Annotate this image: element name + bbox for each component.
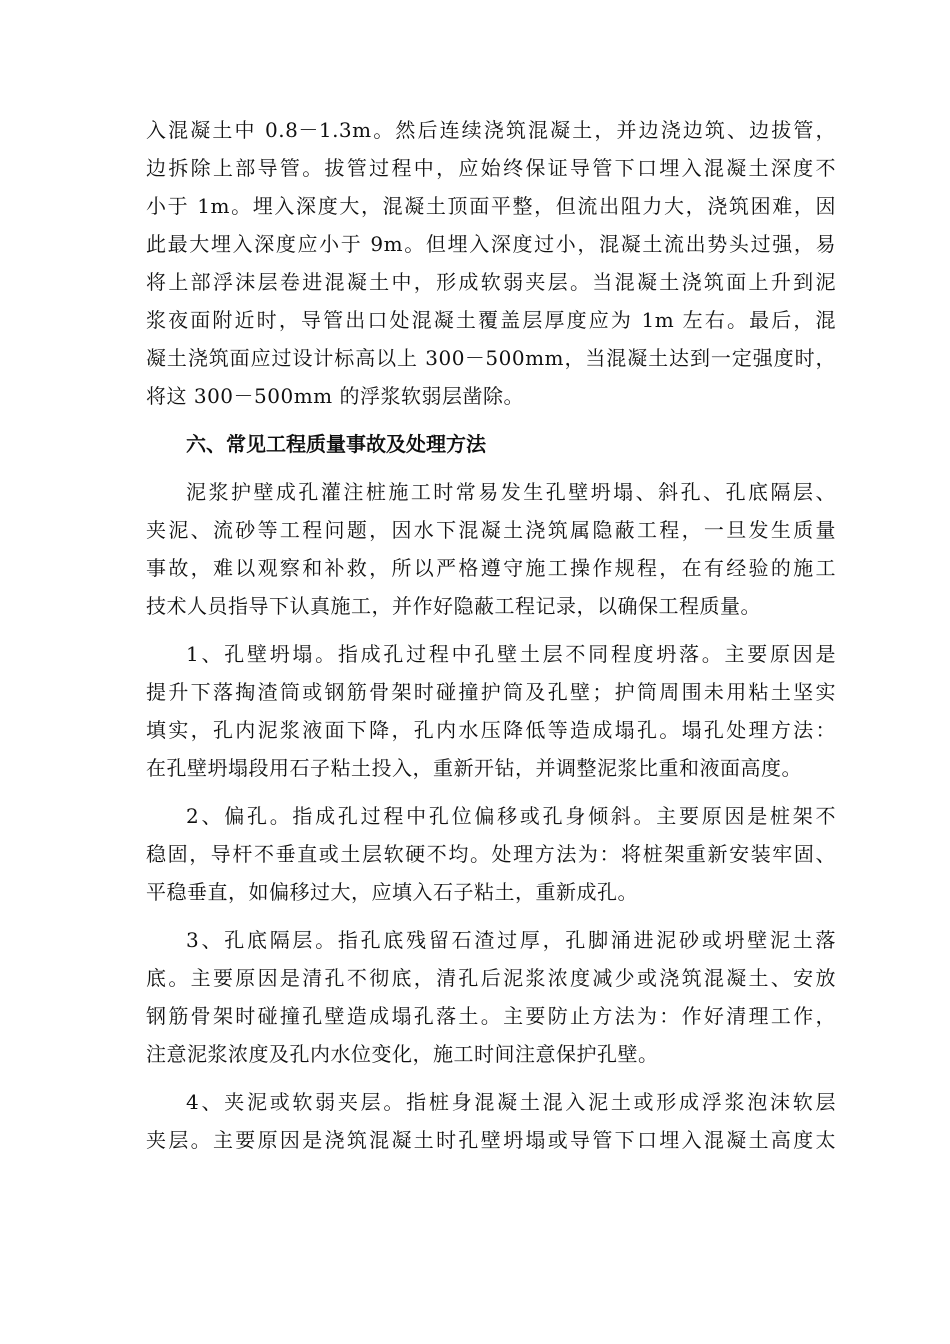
paragraph-continuation xyxy=(146,111,836,415)
text-line: 平稳垂直，如偏移过大，应填入石子粘土，重新成孔。 xyxy=(146,880,638,904)
text-line: 底。主要原因是清孔不彻底，清孔后泥浆浓度减少或浇筑混凝土、安放 xyxy=(146,966,836,990)
paragraph-item-4 xyxy=(146,1083,836,1159)
text-line: 泥浆护壁成孔灌注桩施工时常易发生孔壁坍塌、斜孔、孔底隔层、 xyxy=(186,480,836,504)
text-line: 1、孔壁坍塌。指成孔过程中孔壁土层不同程度坍落。主要原因是 xyxy=(186,642,836,666)
paragraph-item-1 xyxy=(146,635,836,787)
text-line: 浆夜面附近时，导管出口处混凝土覆盖层厚度应为 1m 左右。最后，混 xyxy=(146,308,836,332)
text-line: 小于 1m。埋入深度大，混凝土顶面平整，但流出阻力大，浇筑困难，因 xyxy=(146,194,836,218)
text-line: 稳固，导杆不垂直或土层软硬不均。处理方法为：将桩架重新安装牢固、 xyxy=(146,842,836,866)
text-line: 技术人员指导下认真施工，并作好隐蔽工程记录，以确保工程质量。 xyxy=(146,594,761,618)
text-line: 提升下落掏渣筒或钢筋骨架时碰撞护筒及孔壁；护筒周围未用粘土坚实 xyxy=(146,680,836,704)
text-line: 入混凝土中 0.8－1.3m。然后连续浇筑混凝土，并边浇边筑、边拔管， xyxy=(146,118,836,142)
paragraph-item-3 xyxy=(146,921,836,1073)
text-line: 钢筋骨架时碰撞孔壁造成塌孔落土。主要防止方法为：作好清理工作， xyxy=(146,1004,836,1028)
text-line: 将上部浮沫层卷进混凝土中，形成软弱夹层。当混凝土浇筑面上升到泥 xyxy=(146,270,836,294)
text-line: 凝土浇筑面应过设计标高以上 300－500mm，当混凝土达到一定强度时， xyxy=(146,346,836,370)
text-line: 4、夹泥或软弱夹层。指桩身混凝土混入泥土或形成浮浆泡沫软层 xyxy=(186,1090,836,1114)
section-heading: 六、常见工程质量事故及处理方法 xyxy=(186,432,486,456)
document-body xyxy=(146,111,836,1159)
text-line: 在孔壁坍塌段用石子粘土投入，重新开钻，并调整泥浆比重和液面高度。 xyxy=(146,756,802,780)
text-line: 边拆除上部导管。拔管过程中，应始终保证导管下口埋入混凝土深度不 xyxy=(146,156,836,180)
text-line: 填实，孔内泥浆液面下降，孔内水压降低等造成塌孔。塌孔处理方法： xyxy=(146,718,836,742)
text-line: 2、偏孔。指成孔过程中孔位偏移或孔身倾斜。主要原因是桩架不 xyxy=(186,804,836,828)
text-line: 将这 300－500mm 的浮浆软弱层凿除。 xyxy=(146,384,524,408)
text-line: 事故，难以观察和补救，所以严格遵守施工操作规程，在有经验的施工 xyxy=(146,556,836,580)
text-line: 注意泥浆浓度及孔内水位变化，施工时间注意保护孔壁。 xyxy=(146,1042,659,1066)
paragraph-intro xyxy=(146,473,836,625)
text-line: 3、孔底隔层。指孔底残留石渣过厚，孔脚涌进泥砂或坍壁泥土落 xyxy=(186,928,836,952)
text-line: 夹层。主要原因是浇筑混凝土时孔壁坍塌或导管下口埋入混凝土高度太 xyxy=(146,1128,836,1152)
text-line: 夹泥、流砂等工程问题，因水下混凝土浇筑属隐蔽工程，一旦发生质量 xyxy=(146,518,836,542)
paragraph-item-2 xyxy=(146,797,836,911)
text-line: 此最大埋入深度应小于 9m。但埋入深度过小，混凝土流出势头过强，易 xyxy=(146,232,836,256)
